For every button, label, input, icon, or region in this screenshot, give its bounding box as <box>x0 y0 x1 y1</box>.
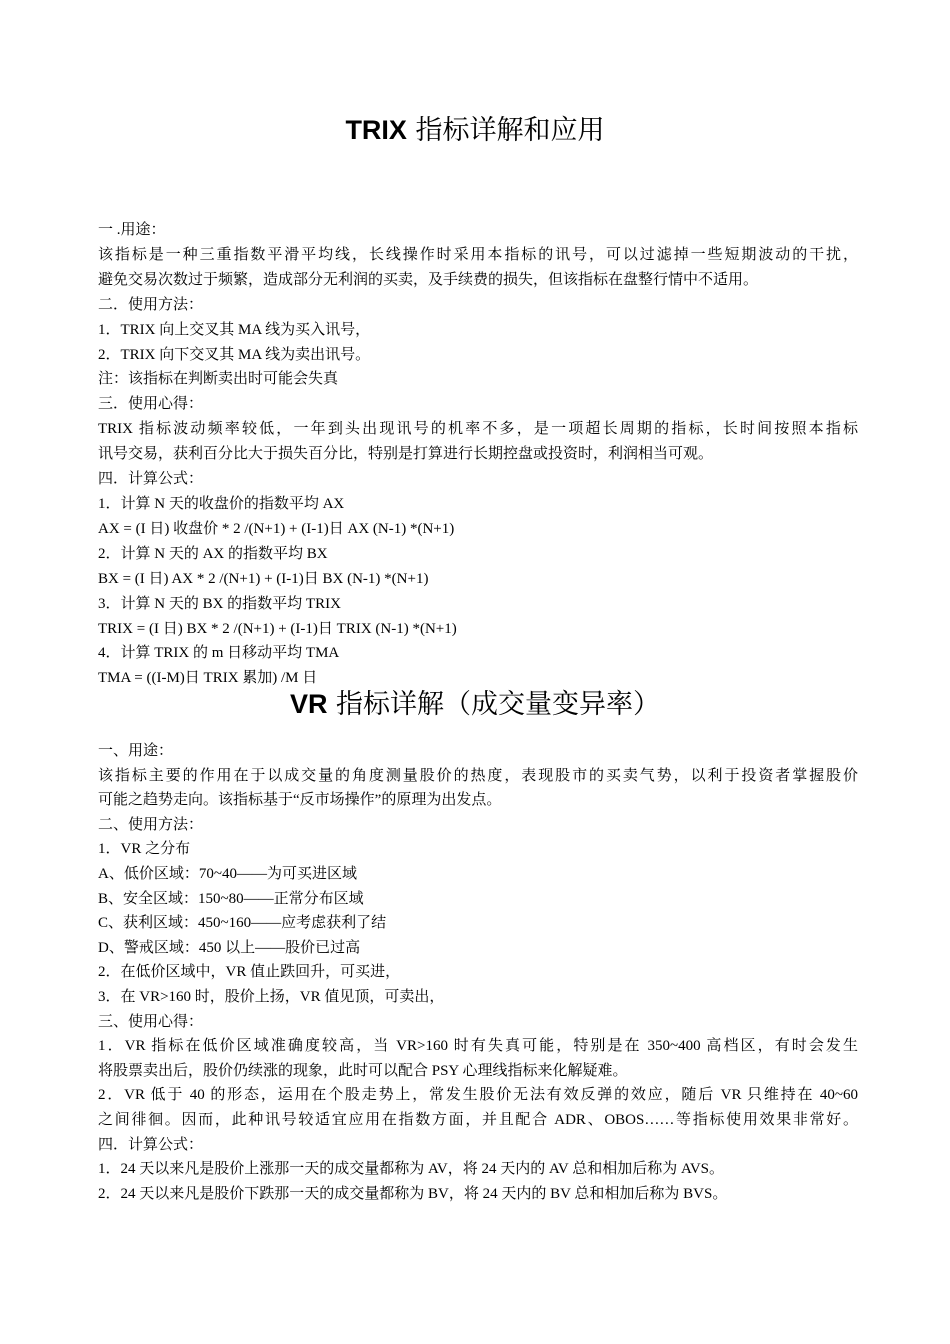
trix-line: 注：该指标在判断卖出时可能会失真 <box>98 371 339 388</box>
trix-line: 一 .用途： <box>98 222 166 238</box>
trix-line: 3．计算 N 天的 BX 的指数平均 TRIX <box>98 595 341 612</box>
trix-formula: AX = (I 日) 收盘价 * 2 /(N+1) + (I-1)日 AX (N-1) *(N+1) <box>98 520 455 537</box>
vr-line: 四．计算公式： <box>98 1136 204 1153</box>
trix-line: 三．使用心得： <box>98 396 204 413</box>
trix-formula: TMA = ((I-M)日 TRIX 累加) /M 日 <box>98 670 318 687</box>
vr-line: 3．在 VR>160 时，股价上扬，VR 值见顶，可卖出， <box>98 988 445 1005</box>
trix-formula: TRIX = (I 日) BX * 2 /(N+1) + (I-1)日 TRIX (N-1) *(N+1) <box>98 620 457 637</box>
vr-line: 三、使用心得： <box>98 1013 204 1030</box>
vr-line: 二、使用方法： <box>98 816 204 833</box>
trix-title <box>0 113 950 148</box>
trix-line: 2．TRIX 向下交叉其 MA 线为卖出讯号。 <box>98 346 371 363</box>
vr-line: 1．VR 之分布 <box>98 841 191 858</box>
trix-line: 二．使用方法： <box>98 296 204 313</box>
vr-line: B、安全区域：150~80——正常分布区域 <box>98 890 364 907</box>
vr-line: 2．在低价区域中，VR 值止跌回升，可买进， <box>98 964 401 981</box>
vr-title <box>0 687 950 722</box>
trix-line: 该指标是一种三重指数平滑平均线，长线操作时采用本指标的讯号，可以过滤掉一些短期波动的干扰， <box>98 246 858 263</box>
trix-line: 1．TRIX 向上交叉其 MA 线为买入讯号， <box>98 321 371 338</box>
vr-line: 之间徘徊。因而，此种讯号较适宜应用在指数方面，并且配合 ADR、OBOS……等指标使用效果非常好。 <box>98 1111 858 1128</box>
trix-line: 避免交易次数过于频繁，造成部分无利润的买卖，及手续费的损失，但该指标在盘整行情中不适用。 <box>98 271 759 288</box>
vr-title-bold: VR <box>289 689 328 719</box>
vr-line: A、低价区域：70~40——为可买进区域 <box>98 865 357 882</box>
trix-section <box>98 218 858 691</box>
vr-line: 2．VR 低于 40 的形态，运用在个股走势上，常发生股价无法有效反弹的效应，随后 VR 只维持在 40~60 <box>98 1087 858 1104</box>
trix-line: 2．计算 N 天的 AX 的指数平均 BX <box>98 545 328 562</box>
trix-formula: BX = (I 日) AX * 2 /(N+1) + (I-1)日 BX (N-1) *(N+1) <box>98 570 429 587</box>
vr-line: 一、用途： <box>98 743 174 759</box>
trix-line: 四．计算公式： <box>98 471 204 488</box>
trix-line: TRIX 指标波动频率较低，一年到头出现讯号的机率不多，是一项超长周期的指标，长时间按照本指标 <box>98 421 858 438</box>
vr-line: 该指标主要的作用在于以成交量的角度测量股价的热度，表现股市的买卖气势，以利于投资者掌握股价 <box>98 767 858 784</box>
vr-line: 1．24 天以来凡是股价上涨那一天的成交量都称为 AV，将 24 天内的 AV 总和相加后称为 AVS。 <box>98 1161 725 1178</box>
vr-line: 2．24 天以来凡是股价下跌那一天的成交量都称为 BV，将 24 天内的 BV 总和相加后称为 BVS。 <box>98 1185 728 1202</box>
trix-line: 1．计算 N 天的收盘价的指数平均 AX <box>98 495 345 512</box>
trix-title-bold: TRIX <box>345 115 407 145</box>
vr-line: 可能之趋势走向。该指标基于“反市场操作”的原理为出发点。 <box>98 792 502 809</box>
vr-title-rest: 指标详解（成交量变异率） <box>327 689 661 720</box>
trix-title-rest: 指标详解和应用 <box>406 115 605 146</box>
vr-section <box>98 739 858 1206</box>
vr-line: 1．VR 指标在低价区域准确度较高，当 VR>160 时有失真可能，特别是在 350~400 高档区，有时会发生 <box>98 1038 858 1055</box>
vr-line: C、获利区域：450~160——应考虑获利了结 <box>98 915 387 932</box>
vr-line: 将股票卖出后，股价仍续涨的现象，此时可以配合 PSY 心理线指标来化解疑难。 <box>98 1062 628 1079</box>
trix-line: 讯号交易，获利百分比大于损失百分比，特别是打算进行长期控盘或投资时，利润相当可观。 <box>98 446 714 463</box>
vr-line: D、警戒区域：450 以上——股价已过高 <box>98 939 361 956</box>
trix-line: 4．计算 TRIX 的 m 日移动平均 TMA <box>98 645 340 662</box>
